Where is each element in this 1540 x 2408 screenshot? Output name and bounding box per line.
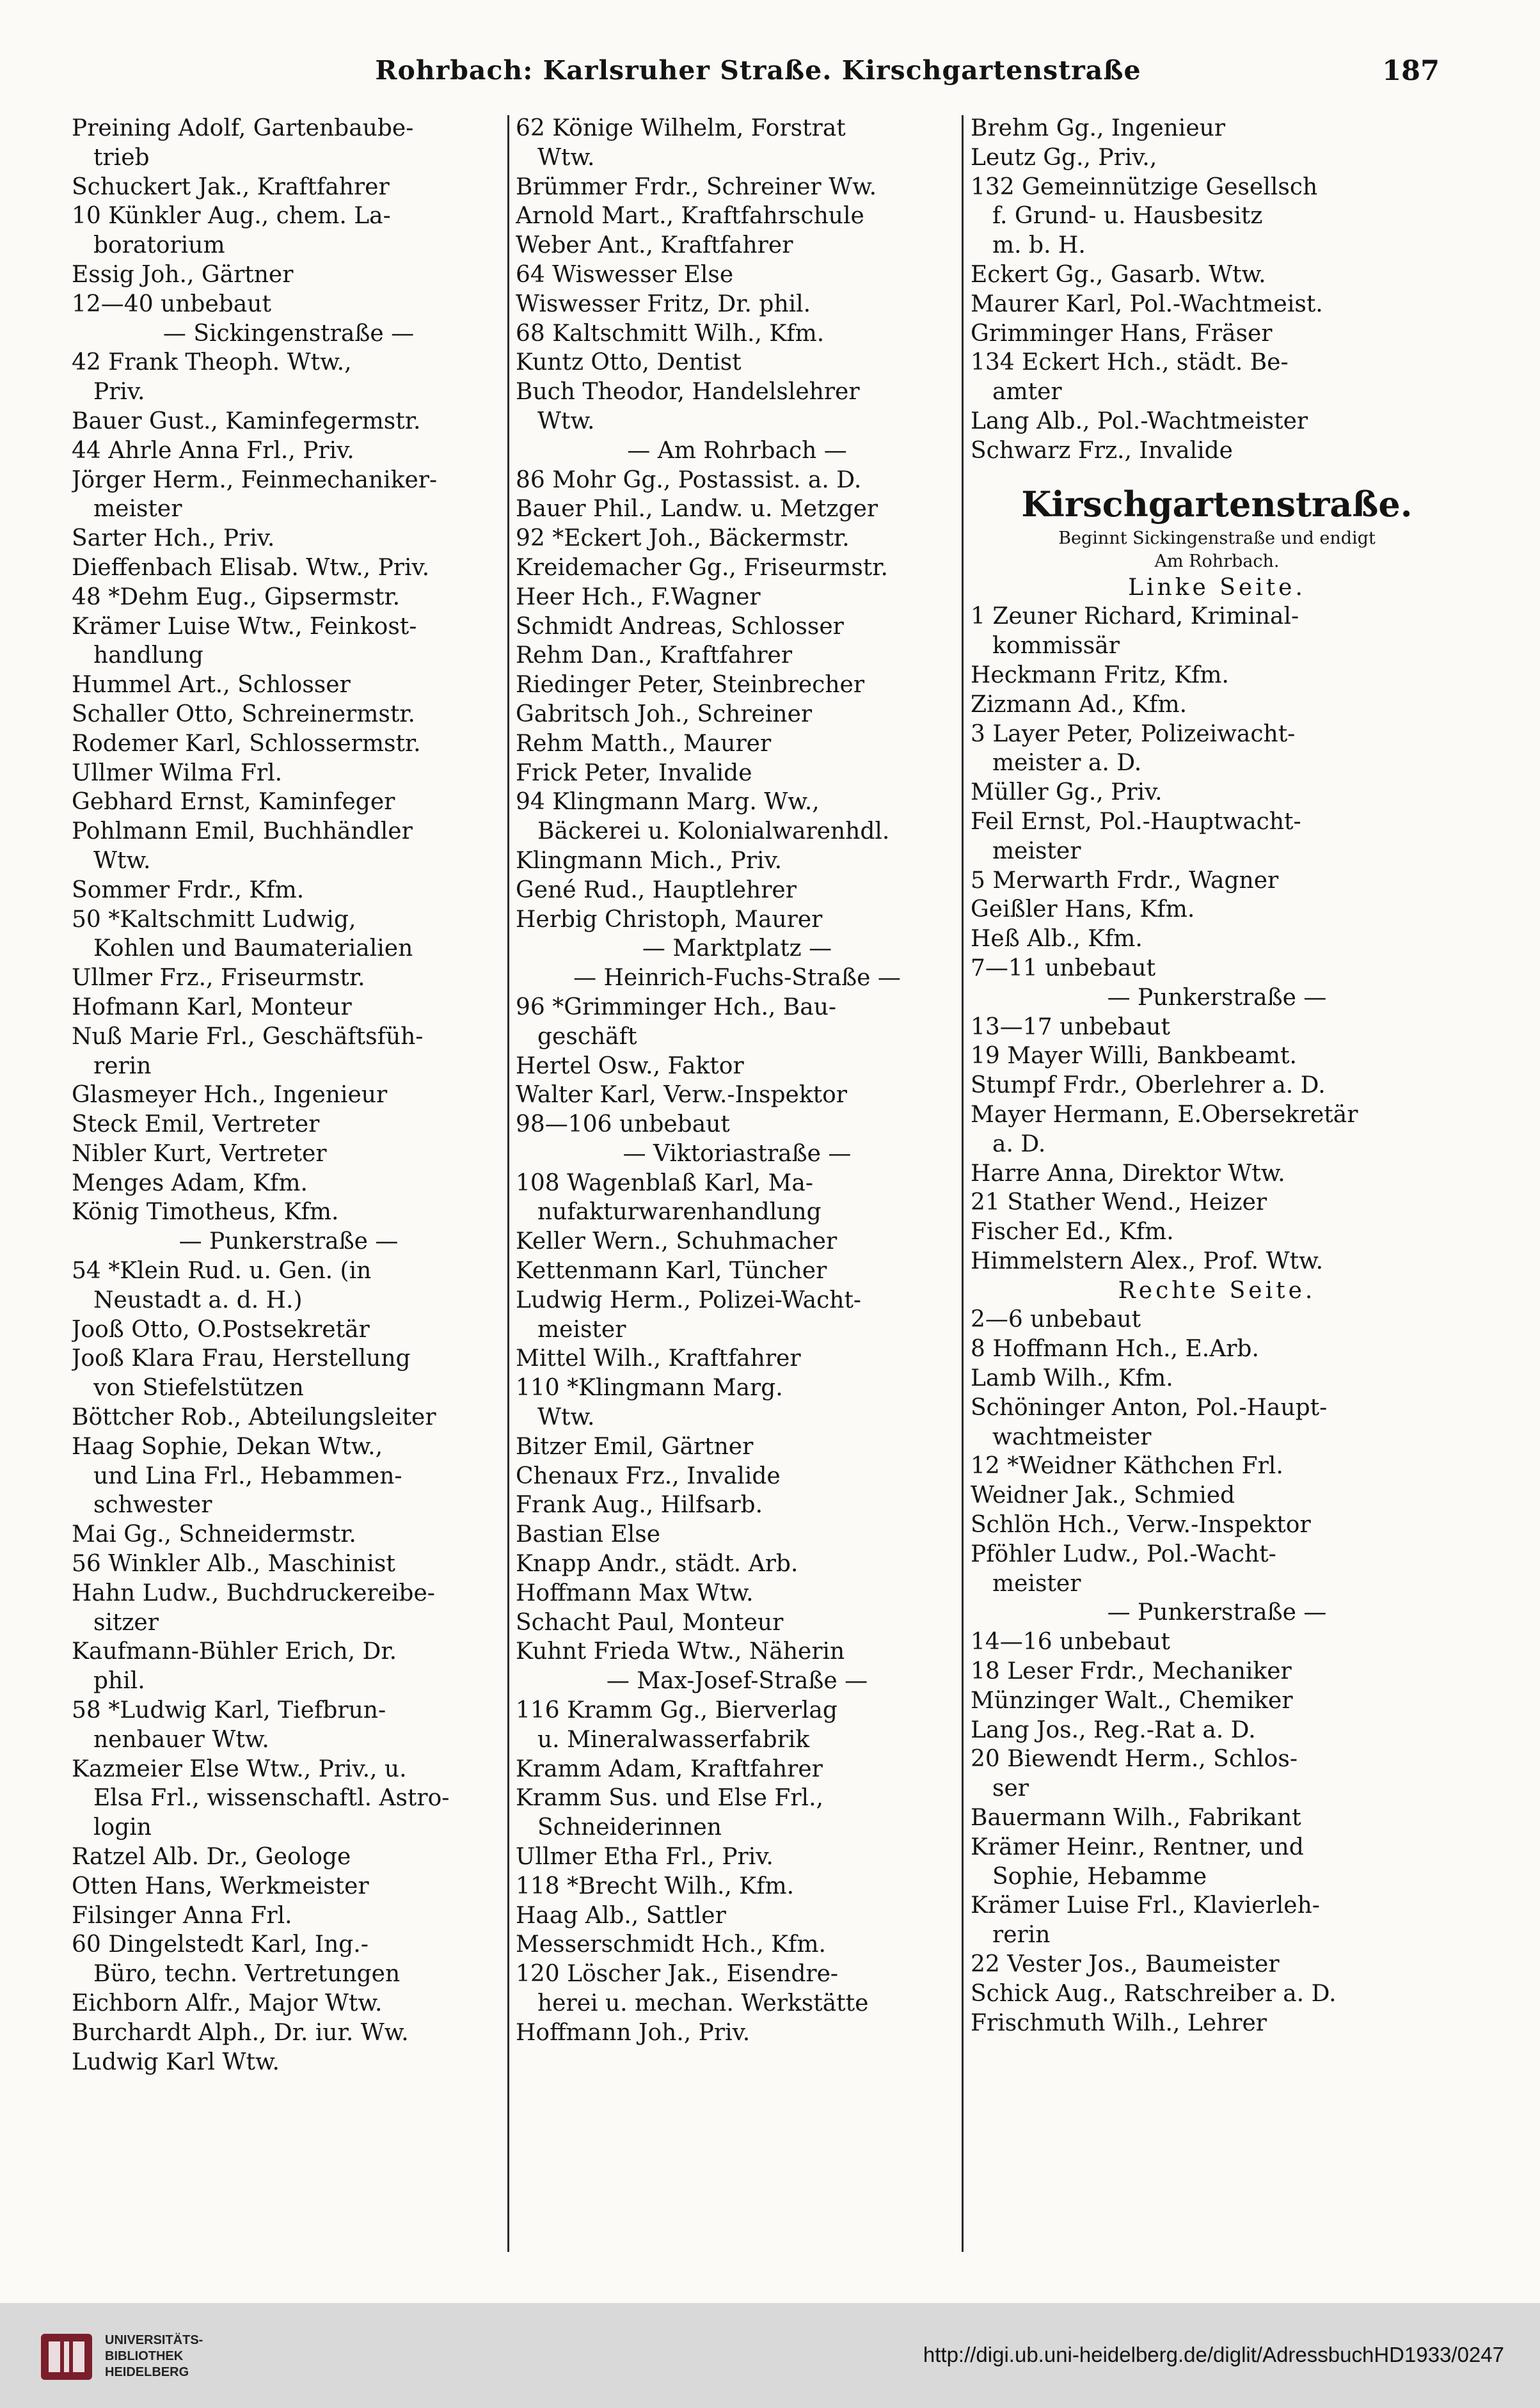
directory-line: meister a. D. [992,750,1142,777]
directory-line: Schlön Hch., Verw.-Inspektor [971,1512,1311,1539]
directory-line: nufakturwarenhandlung [537,1199,822,1226]
directory-line: 96 *Grimminger Hch., Bau- [516,994,837,1020]
directory-line: Mayer Hermann, E.Obersekretär [971,1101,1358,1128]
directory-line: 86 Mohr Gg., Postassist. a. D. [516,466,862,493]
page-header [77,55,1440,93]
directory-line: Gené Rud., Hauptlehrer [516,876,797,903]
directory-line: Priv. [93,379,145,406]
column-rule [962,115,964,2252]
directory-line: 116 Kramm Gg., Bierverlag [516,1697,837,1724]
directory-line: Dieffenbach Elisab. Wtw., Priv. [72,554,430,581]
directory-line: Leutz Gg., Priv., [971,144,1157,171]
column-middle [516,114,958,2257]
directory-line: Schmidt Andreas, Schlosser [516,613,844,640]
directory-line: 48 *Dehm Eug., Gipsermstr. [72,583,401,610]
directory-line: 8 Hoffmann Hch., E.Arb. [971,1336,1259,1363]
directory-line: f. Grund- u. Hausbesitz [992,203,1263,230]
directory-line: 50 *Kaltschmitt Ludwig, [72,906,356,933]
directory-line: Lang Alb., Pol.-Wachtmeister [971,408,1308,434]
directory-line: Neustadt a. d. H.) [93,1287,303,1313]
directory-line: herei u. mechan. Werkstätte [537,1990,869,2016]
directory-line: Zizmann Ad., Kfm. [971,691,1187,718]
directory-line: Hoffmann Joh., Priv. [516,2019,750,2046]
directory-line: 110 *Klingmann Marg. [516,1375,783,1402]
directory-line: meister [992,1570,1081,1597]
directory-line: Brümmer Frdr., Schreiner Ww. [516,173,877,200]
directory-line: Chenaux Frz., Invalide [516,1462,781,1489]
directory-line: Klingmann Mich., Priv. [516,847,782,874]
directory-line: Ludwig Herm., Polizei-Wacht- [516,1287,862,1313]
directory-line: Schaller Otto, Schreinermstr. [72,701,415,727]
directory-line: rerin [93,1052,152,1079]
column-right [971,114,1463,2257]
directory-line: Lamb Wilh., Kfm. [971,1365,1173,1392]
directory-line: Müller Gg., Priv. [971,779,1163,806]
directory-line: Nuß Marie Frl., Geschäftsfüh- [72,1023,424,1050]
directory-line: Messerschmidt Hch., Kfm. [516,1931,826,1958]
directory-line: Gabritsch Joh., Schreiner [516,701,813,727]
directory-line: Pföhler Ludw., Pol.-Wacht- [971,1541,1276,1567]
directory-line: Riedinger Peter, Steinbrecher [516,672,865,699]
directory-line: geschäft [537,1023,637,1050]
directory-line: Kramm Adam, Kraftfahrer [516,1755,823,1782]
directory-line: Jörger Herm., Feinmechaniker- [72,466,438,493]
directory-line: Preining Adolf, Gartenbaube- [72,115,414,141]
directory-line: Pohlmann Emil, Buchhändler [72,818,413,845]
directory-line: Sophie, Hebamme [992,1863,1207,1890]
directory-line: 13—17 unbebaut [971,1013,1170,1040]
section-heading: — Punkerstraße — [1107,984,1327,1011]
directory-line: 42 Frank Theoph. Wtw., [72,349,352,376]
directory-line: Filsinger Anna Frl. [72,1902,292,1929]
directory-line: rerin [992,1922,1051,1949]
column-left [72,114,505,2257]
directory-line: 118 *Brecht Wilh., Kfm. [516,1873,795,1899]
section-heading: Rechte Seite. [1118,1277,1316,1304]
directory-line: Heß Alb., Kfm. [971,926,1143,953]
directory-line: Essig Joh., Gärtner [72,261,294,288]
directory-line: Haag Sophie, Dekan Wtw., [72,1433,383,1460]
directory-line: m. b. H. [992,232,1086,259]
directory-line: Wtw. [93,847,151,874]
directory-line: Böttcher Rob., Abteilungsleiter [72,1404,436,1431]
directory-line: 54 *Klein Rud. u. Gen. (in [72,1258,372,1285]
directory-line: Kramm Sus. und Else Frl., [516,1785,823,1812]
directory-line: wachtmeister [992,1423,1152,1450]
directory-line: 64 Wiswesser Else [516,261,734,288]
directory-line: Kazmeier Else Wtw., Priv., u. [72,1755,407,1782]
directory-line: Kaufmann-Bühler Erich, Dr. [72,1638,397,1665]
directory-line: 62 Könige Wilhelm, Forstrat [516,115,846,141]
directory-line: Büro, techn. Vertretungen [93,1961,401,1988]
directory-line: Münzinger Walt., Chemiker [971,1687,1293,1714]
directory-line: Schick Aug., Ratschreiber a. D. [971,1980,1337,2007]
directory-line: Ullmer Etha Frl., Priv. [516,1844,774,1871]
directory-line: Buch Theodor, Handelslehrer [516,379,860,406]
directory-line: Elsa Frl., wissenschaftl. Astro- [93,1785,450,1812]
directory-line: Herbig Christoph, Maurer [516,906,823,933]
directory-line: Hummel Art., Schlosser [72,672,351,699]
directory-line: Kreidemacher Gg., Friseurmstr. [516,554,888,581]
directory-line: Bitzer Emil, Gärtner [516,1433,754,1460]
directory-line: Jooß Klara Frau, Herstellung [72,1345,411,1372]
directory-line: 21 Stather Wend., Heizer [971,1189,1267,1216]
library-name-line: BIBLIOTHEK [105,2349,184,2363]
directory-line: 5 Merwarth Frdr., Wagner [971,867,1279,894]
directory-line: Harre Anna, Direktor Wtw. [971,1160,1285,1187]
directory-line: 2—6 unbebaut [971,1306,1141,1333]
directory-line: Bäckerei u. Kolonialwarenhdl. [537,818,890,845]
column-rule [507,115,509,2252]
section-heading: — Viktoriastraße — [623,1140,852,1167]
directory-line: Ratzel Alb. Dr., Geologe [72,1844,351,1871]
directory-line: meister [93,496,182,523]
directory-line: Keller Wern., Schuhmacher [516,1228,837,1255]
directory-line: Schacht Paul, Monteur [516,1609,784,1636]
directory-line: 44 Ahrle Anna Frl., Priv. [72,437,354,464]
section-heading: — Punkerstraße — [1107,1599,1327,1626]
directory-line: Stumpf Frdr., Oberlehrer a. D. [971,1072,1326,1099]
directory-line: Glasmeyer Hch., Ingenieur [72,1082,388,1109]
directory-line: Rehm Matth., Maurer [516,730,772,757]
directory-line: phil. [93,1668,145,1695]
directory-line: 132 Gemeinnützige Gesellsch [971,173,1318,200]
directory-line: Nibler Kurt, Vertreter [72,1140,327,1167]
directory-line: Otten Hans, Werkmeister [72,1873,369,1899]
page-number: 187 [1382,55,1440,87]
directory-line: Frischmuth Wilh., Lehrer [971,2009,1267,2036]
section-heading: — Sickingenstraße — [163,320,415,347]
university-seal-icon [38,2330,95,2384]
directory-line: Ullmer Frz., Friseurmstr. [72,965,365,992]
directory-line: Frick Peter, Invalide [516,759,752,786]
directory-line: Kuntz Otto, Dentist [516,349,742,376]
directory-line: Wiswesser Fritz, Dr. phil. [516,290,811,317]
directory-line: sitzer [93,1609,159,1636]
library-name-line: UNIVERSITÄTS- [105,2333,203,2347]
directory-line: Jooß Otto, O.Postsekretär [72,1316,370,1343]
directory-line: Gebhard Ernst, Kaminfeger [72,789,395,816]
directory-line: Fischer Ed., Kfm. [971,1219,1174,1246]
directory-line: nenbauer Wtw. [93,1726,269,1753]
directory-line: Wtw. [537,1404,595,1431]
directory-line: 7—11 unbebaut [971,954,1156,981]
section-heading: — Max-Josef-Straße — [606,1668,868,1695]
library-logo[interactable] [38,2327,230,2386]
directory-line: Geißler Hans, Kfm. [971,896,1195,923]
directory-line: u. Mineralwasserfabrik [537,1726,810,1753]
directory-line: boratorium [93,232,225,259]
directory-line: Wtw. [537,408,595,434]
directory-line: Maurer Karl, Pol.-Wachtmeist. [971,290,1323,317]
section-heading: — Am Rohrbach — [627,437,847,464]
directory-line: meister [992,837,1081,864]
directory-line: Heckmann Fritz, Kfm. [971,661,1229,688]
directory-line: schwester [93,1492,212,1519]
directory-line: 134 Eckert Hch., städt. Be- [971,349,1289,376]
directory-line: meister [537,1316,626,1343]
directory-line: Krämer Luise Wtw., Feinkost- [72,613,417,640]
directory-line: 10 Künkler Aug., chem. La- [72,203,391,230]
directory-line: 1 Zeuner Richard, Kriminal- [971,603,1299,630]
directory-line: Brehm Gg., Ingenieur [971,115,1226,141]
directory-line: 12—40 unbebaut [72,290,271,317]
section-heading: Linke Seite. [1128,574,1306,601]
running-title: Rohrbach: Karlsruher Straße. Kirschgartenstraße [375,55,1141,86]
directory-line: Feil Ernst, Pol.-Hauptwacht- [971,808,1301,835]
directory-line: Lang Jos., Reg.-Rat a. D. [971,1716,1256,1743]
directory-line: 14—16 unbebaut [971,1629,1170,1656]
directory-line: Himmelstern Alex., Prof. Wtw. [971,1248,1324,1274]
directory-line: 12 *Weidner Käthchen Frl. [971,1453,1283,1480]
directory-line: Schwarz Frz., Invalide [971,437,1233,464]
directory-line: 22 Vester Jos., Baumeister [971,1951,1280,1978]
directory-line: Kettenmann Karl, Tüncher [516,1258,827,1285]
directory-line: Kohlen und Baumaterialien [93,935,413,962]
directory-line: 56 Winkler Alb., Maschinist [72,1551,395,1578]
directory-line: Wtw. [537,144,595,171]
library-name-line: HEIDELBERG [105,2365,189,2379]
directory-line: Bauermann Wilh., Fabrikant [971,1805,1301,1832]
directory-line: Kuhnt Frieda Wtw., Näherin [516,1638,845,1665]
directory-line: Rodemer Karl, Schlossermstr. [72,730,421,757]
source-url-link[interactable]: http://digi.ub.uni-heidelberg.de/diglit/AdressbuchHD1933/0247 [923,2343,1504,2366]
directory-line: Haag Alb., Sattler [516,1902,726,1929]
directory-line: 60 Dingelstedt Karl, Ing.- [72,1931,369,1958]
directory-line: Eichborn Alfr., Major Wtw. [72,1990,383,2016]
library-name [105,2333,203,2380]
directory-line: Mittel Wilh., Kraftfahrer [516,1345,801,1372]
directory-line: trieb [93,144,150,171]
directory-line: Eckert Gg., Gasarb. Wtw. [971,261,1266,288]
directory-line: 108 Wagenblaß Karl, Ma- [516,1169,813,1196]
street-heading: Kirschgartenstraße. [1021,483,1413,525]
directory-line: a. D. [992,1130,1046,1157]
directory-line: kommissär [992,633,1120,660]
section-heading: — Heinrich-Fuchs-Straße — [573,965,901,992]
directory-line: Mai Gg., Schneidermstr. [72,1521,356,1548]
directory-line: Walter Karl, Verw.-Inspektor [516,1082,847,1109]
directory-line: Arnold Mart., Kraftfahrschule [516,203,864,230]
directory-line: Frank Aug., Hilfsarb. [516,1492,763,1519]
directory-line: Ullmer Wilma Frl. [72,759,283,786]
directory-line: Hahn Ludw., Buchdruckereibe- [72,1580,435,1606]
directory-line: 20 Biewendt Herm., Schlos- [971,1746,1298,1773]
directory-line: 18 Leser Frdr., Mechaniker [971,1658,1292,1685]
directory-line: 68 Kaltschmitt Wilh., Kfm. [516,320,825,347]
directory-line: und Lina Frl., Hebammen- [93,1462,402,1489]
directory-line: Weber Ant., Kraftfahrer [516,232,793,259]
directory-line: Rehm Dan., Kraftfahrer [516,642,793,669]
directory-line: 94 Klingmann Marg. Ww., [516,789,820,816]
directory-line: Steck Emil, Vertreter [72,1111,320,1138]
directory-line: Bauer Gust., Kaminfegermstr. [72,408,421,434]
directory-line: Schneiderinnen [537,1814,722,1841]
directory-line: Ludwig Karl Wtw. [72,2048,280,2075]
directory-line: handlung [93,642,203,669]
directory-line: amter [992,379,1062,406]
directory-line: Schuckert Jak., Kraftfahrer [72,173,390,200]
directory-line: Krämer Luise Frl., Klavierleh- [971,1892,1320,1919]
directory-line: 98—106 unbebaut [516,1111,730,1138]
section-heading: — Punkerstraße — [179,1228,399,1255]
directory-line: Grimminger Hans, Fräser [971,320,1273,347]
viewer-footer [0,2303,1540,2408]
directory-line: Bastian Else [516,1521,661,1548]
section-heading: — Marktplatz — [642,935,832,962]
directory-line: 120 Löscher Jak., Eisendre- [516,1961,839,1988]
directory-line: Sommer Frdr., Kfm. [72,876,305,903]
directory-line: Hofmann Karl, Monteur [72,994,352,1020]
section-heading: Am Rohrbach. [1154,551,1280,571]
directory-line: Burchardt Alph., Dr. iur. Ww. [72,2019,409,2046]
directory-line: Sarter Hch., Priv. [72,525,275,552]
directory-line: ser [992,1775,1029,1802]
directory-line: 19 Mayer Willi, Bankbeamt. [971,1043,1297,1070]
directory-line: Bauer Phil., Landw. u. Metzger [516,496,878,523]
directory-line: Heer Hch., F.Wagner [516,583,761,610]
directory-line: Weidner Jak., Schmied [971,1482,1235,1509]
section-heading: Beginnt Sickingenstraße und endigt [1058,528,1376,548]
directory-line: Menges Adam, Kfm. [72,1169,308,1196]
directory-line: 58 *Ludwig Karl, Tiefbrun- [72,1697,386,1724]
directory-line: Hoffmann Max Wtw. [516,1580,754,1606]
directory-line: 3 Layer Peter, Polizeiwacht- [971,720,1296,747]
directory-line: Krämer Heinr., Rentner, und [971,1834,1304,1860]
directory-line: Schöninger Anton, Pol.-Haupt- [971,1394,1328,1421]
directory-line: König Timotheus, Kfm. [72,1199,339,1226]
directory-line: Hertel Osw., Faktor [516,1052,744,1079]
directory-line: 92 *Eckert Joh., Bäckermstr. [516,525,850,552]
directory-line: login [93,1814,152,1841]
directory-line: Knapp Andr., städt. Arb. [516,1551,798,1578]
directory-line: von Stiefelstützen [93,1375,304,1402]
